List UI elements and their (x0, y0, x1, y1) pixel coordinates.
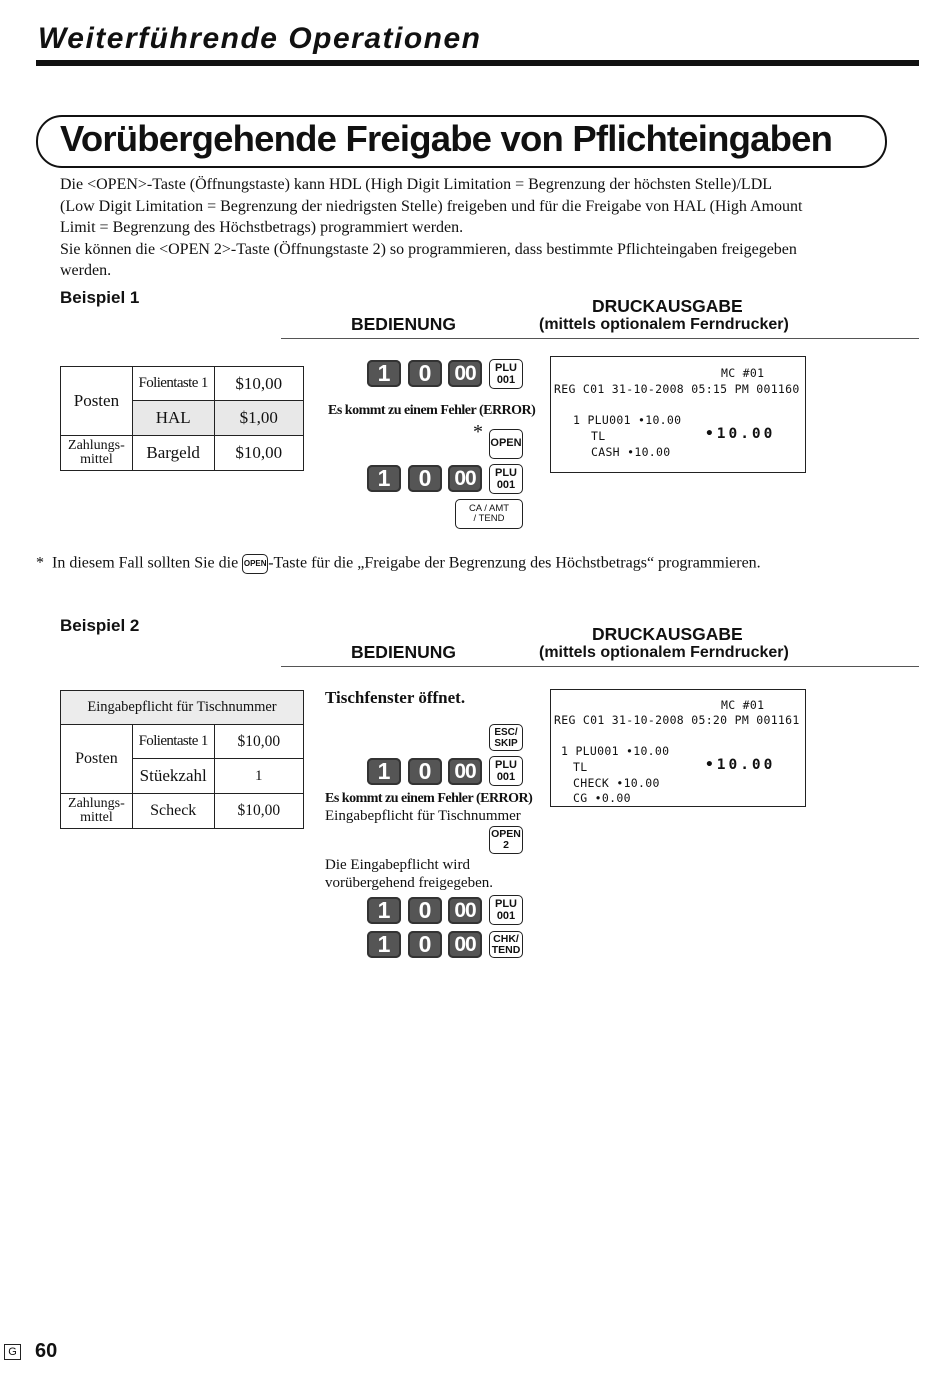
intro-line: Limit = Begrenzung des Höchstbetrags) programmiert werden. (60, 219, 464, 237)
key-1[interactable]: 1 (367, 931, 401, 958)
column-rule (281, 338, 919, 339)
posten-cell: Posten (61, 725, 133, 794)
receipt-line: CHECK •10.00 (573, 776, 660, 790)
release-note: Die Eingabepflicht wird vorübergehend freigegeben. (325, 857, 493, 891)
receipt-total: •10.00 (705, 757, 776, 773)
receipt-line: TL (573, 760, 588, 774)
receipt-line: MC #01 (721, 366, 765, 380)
price-cell: $10,00 (214, 367, 303, 401)
language-badge: G (4, 1344, 21, 1360)
open-key[interactable]: OPEN (489, 429, 523, 459)
key-0[interactable]: 0 (408, 897, 442, 924)
header-rule (36, 60, 919, 66)
receipt-line: CG •0.00 (573, 791, 631, 805)
running-header: Weiterführende Operationen (38, 22, 482, 55)
example-2-label: Beispiel 2 (60, 616, 140, 635)
hal-value-cell: $1,00 (214, 401, 303, 436)
item-key-cell: Folientaste 1 (132, 367, 214, 401)
key-1[interactable]: 1 (367, 360, 401, 387)
key-00[interactable]: 00 (448, 465, 482, 492)
page-number: 60 (35, 1340, 58, 1362)
asterisk-mark: * (473, 421, 483, 443)
payment-label-cell: Zahlungs- mittel (61, 436, 133, 471)
hal-label-cell: HAL (132, 401, 214, 436)
error-note-detail: Eingabepflicht für Tischnummer (325, 808, 521, 824)
intro-line: (Low Digit Limitation = Begrenzung der niedrigsten Stelle) freigeben und für die Freigabe von HAL (High Amount (60, 197, 803, 215)
error-note: Es kommt zu einem Fehler (ERROR) (325, 791, 533, 806)
item-key-cell: Folientaste 1 (132, 725, 214, 759)
footnote: * In diesem Fall sollten Sie die OPEN -Taste für die „Freigabe der Begrenzung des Höchstbetrags“ programmieren. (36, 554, 761, 574)
receipt-1 (550, 356, 806, 473)
intro-line: Sie können die <OPEN 2>-Taste (Öffnungstaste 2) so programmieren, dass bestimmte Pflichteingaben freigegeben (60, 240, 797, 258)
section-title: Vorübergehende Freigabe von Pflichteingaben (60, 118, 833, 159)
receipt-line: CASH •10.00 (591, 445, 671, 459)
receipt-line: TL (591, 429, 606, 443)
receipt-2 (550, 689, 806, 807)
receipt-total: •10.00 (705, 426, 776, 442)
chk-tend-key[interactable]: CHK/ TEND (489, 931, 523, 958)
payment-type-cell: Scheck (132, 794, 214, 829)
key-00[interactable]: 00 (448, 360, 482, 387)
column-rule (281, 666, 919, 667)
table-window-note: Tischfenster öffnet. (325, 688, 466, 707)
example-1-table (60, 366, 304, 471)
key-1[interactable]: 1 (367, 897, 401, 924)
receipt-line: REG C01 31-10-2008 05:20 PM 001161 (554, 713, 800, 727)
payment-label-cell: Zahlungs- mittel (61, 794, 133, 829)
printout-heading: DRUCKAUSGABE (592, 296, 743, 316)
key-00[interactable]: 00 (448, 931, 482, 958)
printout-heading: DRUCKAUSGABE (592, 624, 743, 644)
quantity-value-cell: 1 (214, 759, 303, 794)
plu-001-key[interactable]: PLU 001 (489, 464, 523, 494)
key-0[interactable]: 0 (408, 931, 442, 958)
receipt-line: REG C01 31-10-2008 05:15 PM 001160 (554, 382, 800, 396)
payment-value-cell: $10,00 (214, 436, 303, 471)
receipt-line: 1 PLU001 •10.00 (573, 413, 682, 427)
operation-heading: BEDIENUNG (351, 642, 457, 662)
price-cell: $10,00 (214, 725, 303, 759)
plu-001-key[interactable]: PLU 001 (489, 359, 523, 389)
printout-subheading: (mittels optionalem Ferndrucker) (539, 316, 789, 333)
esc-skip-key[interactable]: ESC/ SKIP (489, 724, 523, 751)
open-2-key[interactable]: OPEN 2 (489, 826, 523, 854)
intro-paragraph (60, 174, 920, 282)
key-0[interactable]: 0 (408, 360, 442, 387)
example-2-table (60, 690, 304, 829)
key-0[interactable]: 0 (408, 465, 442, 492)
key-00[interactable]: 00 (448, 758, 482, 785)
error-note: Es kommt zu einem Fehler (ERROR) (328, 403, 536, 418)
operation-heading: BEDIENUNG (351, 314, 457, 334)
payment-type-cell: Bargeld (132, 436, 214, 471)
receipt-line: MC #01 (721, 698, 765, 712)
plu-001-key[interactable]: PLU 001 (489, 895, 523, 925)
open-key-inline: OPEN (242, 554, 268, 574)
quantity-label-cell: Stüekzahl (132, 759, 214, 794)
example-1-label: Beispiel 1 (60, 288, 140, 307)
plu-001-key[interactable]: PLU 001 (489, 756, 523, 786)
posten-cell: Posten (61, 367, 133, 436)
key-1[interactable]: 1 (367, 758, 401, 785)
key-1[interactable]: 1 (367, 465, 401, 492)
key-00[interactable]: 00 (448, 897, 482, 924)
receipt-line: 1 PLU001 •10.00 (561, 744, 670, 758)
intro-line: werden. (60, 262, 112, 280)
payment-value-cell: $10,00 (214, 794, 303, 829)
ca-amt-tend-key[interactable]: CA / AMT / TEND (455, 499, 523, 529)
table-header-cell: Eingabepflicht für Tischnummer (61, 691, 304, 725)
key-0[interactable]: 0 (408, 758, 442, 785)
printout-subheading: (mittels optionalem Ferndrucker) (539, 644, 789, 661)
intro-line: Die <OPEN>-Taste (Öffnungstaste) kann HDL (High Digit Limitation = Begrenzung der höchsten Stelle)/LDL (60, 176, 773, 193)
